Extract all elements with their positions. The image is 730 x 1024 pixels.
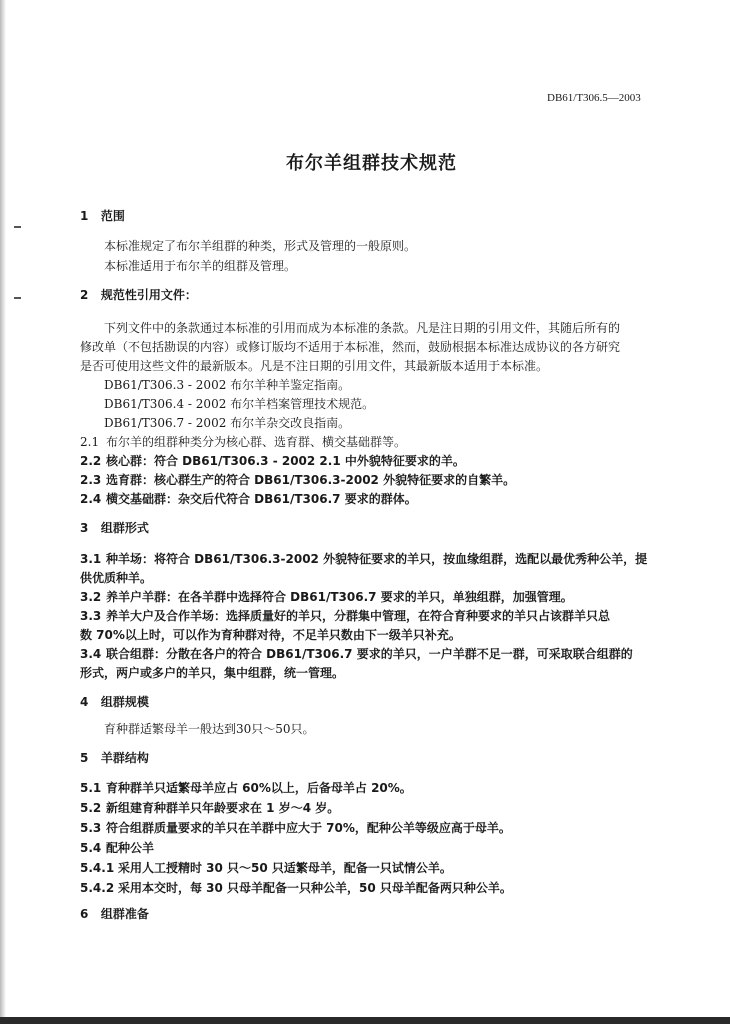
reference-item: DB61/T306.4 - 2002 布尔羊档案管理技术规范。 [104, 397, 375, 411]
section-title: 组群准备 [100, 907, 149, 921]
clause-2-2: 2.2 核心群：符合 DB61/T306.3 - 2002 2.1 中外貌特征要求的羊。 [80, 454, 465, 468]
section-1-heading [80, 208, 125, 224]
clause-3-1-cont: 供优质种羊。 [80, 571, 153, 585]
scan-mark [14, 297, 21, 299]
paragraph: 是否可使用这些文件的最新版本。凡是不注日期的引用文件，其最新版本适用于本标准。 [80, 359, 549, 373]
clause-3-3: 3.3 养羊大户及合作羊场：选择质量好的羊只，分群集中管理，在符合育种要求的羊只占该群羊只总 [80, 609, 611, 623]
scan-left-edge [0, 0, 6, 1024]
section-number: 3 [80, 521, 89, 535]
section-number: 5 [80, 751, 89, 765]
clause-3-4: 3.4 联合组群：分散在各户的符合 DB61/T306.7 要求的羊只，一户羊群不足一群，可采取联合组群的 [80, 647, 633, 661]
clause-3-3-cont: 数 70%以上时，可以作为育种群对待，不足羊只数由下一级羊只补充。 [80, 628, 461, 642]
reference-item: DB61/T306.7 - 2002 布尔羊杂交改良指南。 [104, 416, 351, 430]
page-title: 布尔羊组群技术规范 [286, 153, 457, 174]
clause-5-2: 5.2 新组建育种群羊只年龄要求在 1 岁～4 岁。 [80, 801, 340, 815]
clause-3-2: 3.2 养羊户羊群：在各羊群中选择符合 DB61/T306.7 要求的羊只，单独组群，加强管理。 [80, 590, 573, 604]
section-6-heading [80, 906, 149, 922]
clause-3-1: 3.1 种羊场：将符合 DB61/T306.3-2002 外貌特征要求的羊只，按血缘组群，选配以最优秀种公羊，提 [80, 552, 648, 566]
section-number: 2 [80, 288, 89, 302]
clause-5-1: 5.1 育种群羊只适繁母羊应占 60%以上，后备母羊占 20%。 [80, 781, 412, 795]
section-number: 4 [80, 695, 89, 709]
section-title: 组群形式 [100, 521, 149, 535]
section-2-heading [80, 287, 197, 303]
clause-2-3: 2.3 选育群：核心群生产的符合 DB61/T306.3-2002 外貌特征要求的自繁羊。 [80, 473, 516, 487]
clause-5-4-1: 5.4.1 采用人工授精时 30 只～50 只适繁母羊，配备一只试情公羊。 [80, 861, 452, 875]
section-title: 规范性引用文件： [100, 288, 197, 302]
section-5-heading [80, 750, 149, 766]
section-number: 1 [80, 209, 89, 223]
paragraph: 本标准适用于布尔羊的组群及管理。 [104, 259, 297, 273]
section-number: 6 [80, 907, 89, 921]
paragraph: 修改单（不包括勘误的内容）或修订版均不适用于本标准，然而，鼓励根据本标准达成协议的各方研究 [80, 340, 621, 354]
section-4-heading [80, 694, 149, 710]
clause-5-4-2: 5.4.2 采用本交时，每 30 只母羊配备一只种公羊，50 只母羊配备两只种公羊。 [80, 881, 512, 895]
section-3-heading [80, 520, 149, 536]
reference-item: DB61/T306.3 - 2002 布尔羊种羊鉴定指南。 [104, 378, 351, 392]
paragraph: 本标准规定了布尔羊组群的种类，形式及管理的一般原则。 [104, 239, 417, 253]
clause-2-4: 2.4 横交基础群：杂交后代符合 DB61/T306.7 要求的群体。 [80, 492, 417, 506]
scan-mark [14, 226, 21, 228]
section-title: 范围 [100, 209, 125, 223]
clause-5-3: 5.3 符合组群质量要求的羊只在羊群中应大于 70%，配种公羊等级应高于母羊。 [80, 821, 511, 835]
paragraph: 育种群适繁母羊一般达到30只～50只。 [104, 722, 315, 736]
scan-bottom-edge [0, 1017, 730, 1024]
document-code: DB61/T306.5—2003 [547, 92, 641, 104]
section-title: 羊群结构 [100, 751, 149, 765]
clause-5-4: 5.4 配种公羊 [80, 841, 155, 855]
clause-2-1: 2.1 布尔羊的组群种类分为核心群、选育群、横交基础群等。 [80, 435, 407, 449]
paragraph: 下列文件中的条款通过本标准的引用而成为本标准的条款。凡是注日期的引用文件，其随后所有的 [104, 321, 621, 335]
clause-3-4-cont: 形式，两户或多户的羊只，集中组群，统一管理。 [80, 666, 345, 680]
section-title: 组群规模 [100, 695, 149, 709]
